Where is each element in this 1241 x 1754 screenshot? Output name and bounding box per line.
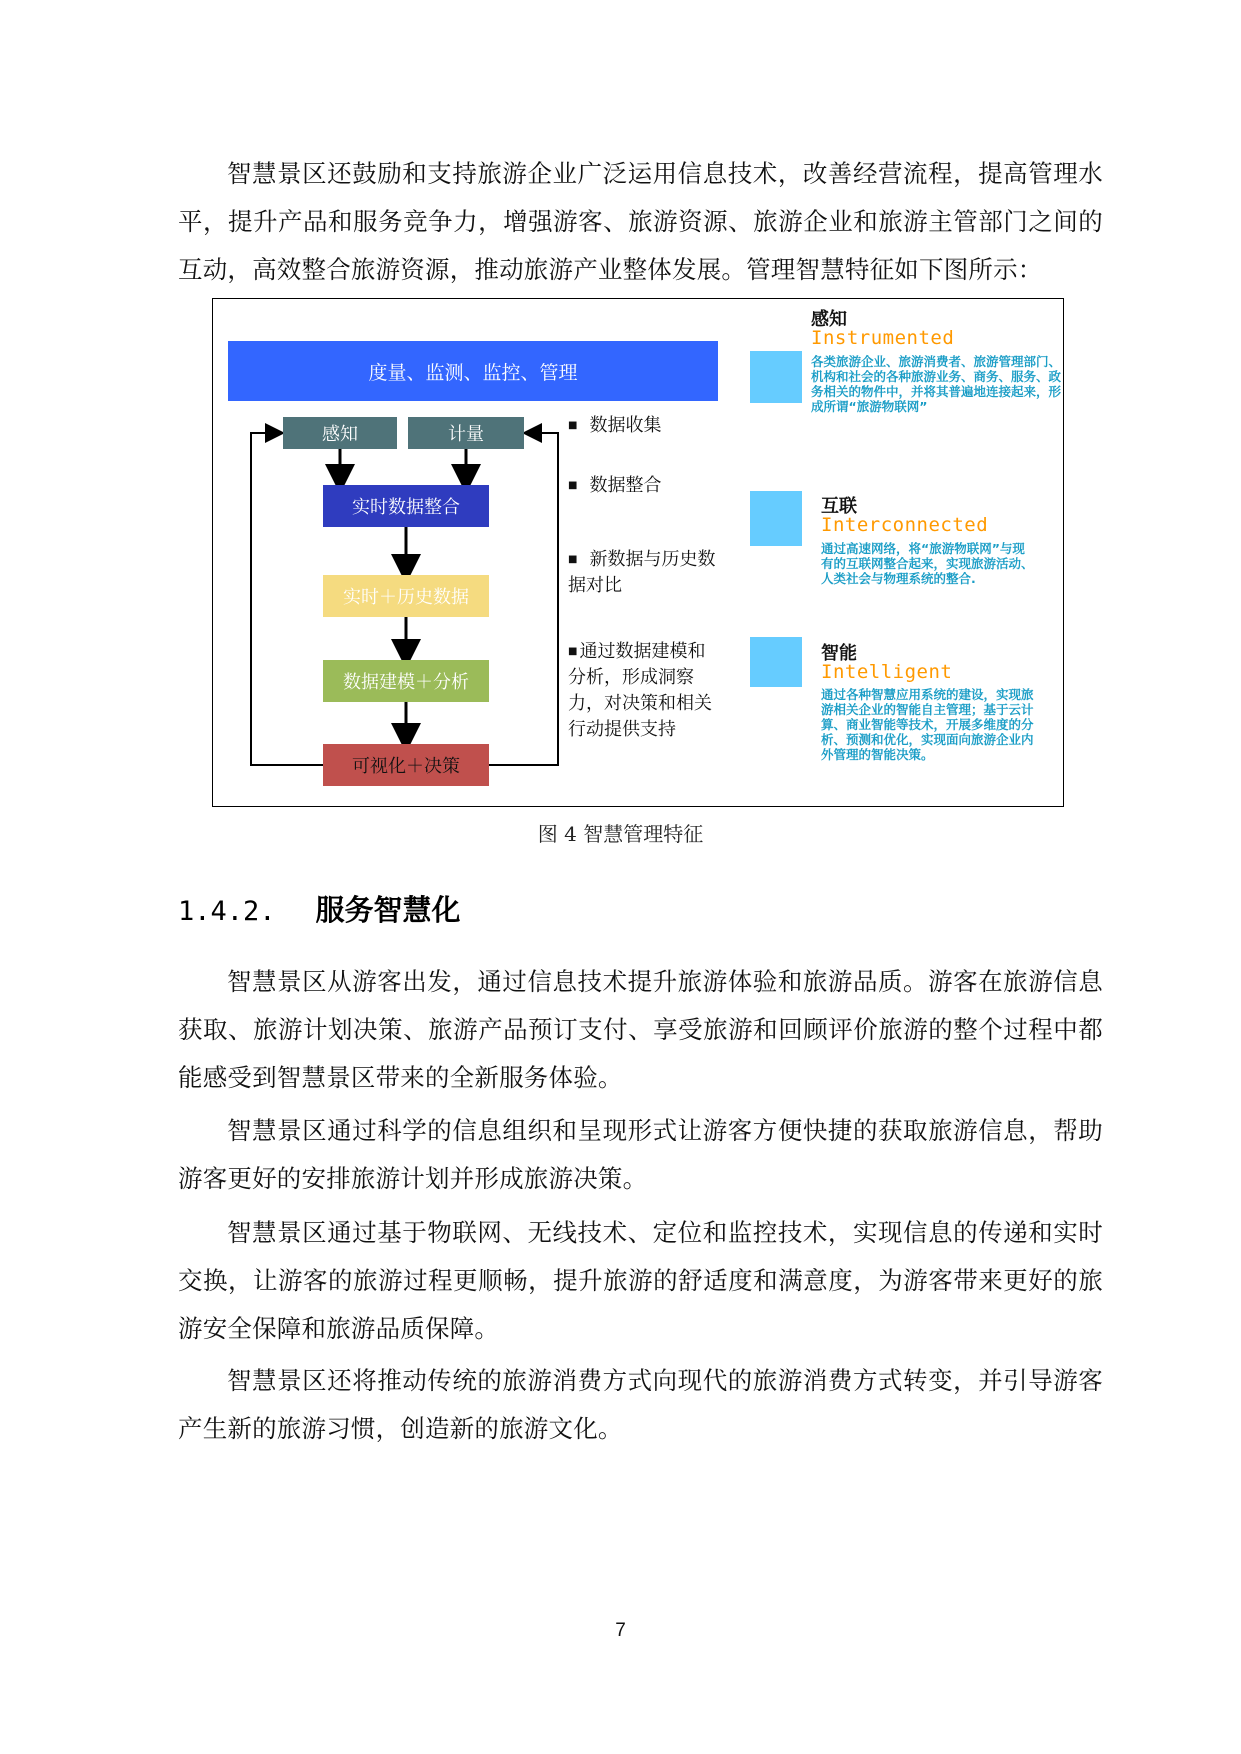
loop-right xyxy=(489,433,558,765)
feature-desc-interconnected: 通过高速网络，将“旅游物联网”与现有的互联网整合起来，实现旅游活动、人类社会与物理系统的整合. xyxy=(821,541,1034,586)
section-title: 服务智慧化 xyxy=(315,893,461,927)
bullet-data-modeling xyxy=(568,639,718,743)
paragraph-service-3: 智慧景区通过基于物联网、无线技术、定位和监控技术，实现信息的传递和实时交换，让游客的旅游过程更顺畅，提升旅游的舒适度和满意度，为游客带来更好的旅游安全保障和旅游品质保障。 xyxy=(178,1218,1103,1343)
bullet-square-icon: ■ xyxy=(568,420,578,431)
paragraph-service-2: 智慧景区通过科学的信息组织和呈现形式让游客方便快捷的获取旅游信息，帮助游客更好的安排旅游计划并形成旅游决策。 xyxy=(178,1116,1103,1193)
flow-box-perceive: 感知 xyxy=(283,417,397,449)
feature-en-instrumented: Instrumented xyxy=(811,327,955,349)
flow-box-visual-decision: 可视化＋决策 xyxy=(323,744,489,786)
flow-box-integrate: 实时数据整合 xyxy=(323,485,489,527)
section-number: 1.4.2. xyxy=(178,896,276,927)
bullet-square-icon: ■ xyxy=(568,480,578,491)
feature-title-perceive: 感知 xyxy=(811,309,847,330)
page-number: 7 xyxy=(615,1620,626,1641)
paragraph-intro: 智慧景区还鼓励和支持旅游企业广泛运用信息技术，改善经营流程，提高管理水平，提升产品和服务竞争力，增强游客、旅游资源、旅游企业和旅游主管部门之间的互动，高效整合旅游资源，推动旅游产业整体发展。管理智慧特征如下图所示： xyxy=(178,159,1103,284)
bullet-data-integration xyxy=(568,473,661,499)
flow-box-measure: 计量 xyxy=(408,417,524,449)
feature-swatch-intelligent xyxy=(750,637,802,687)
management-features-figure xyxy=(212,298,1064,807)
bullet-text: 通过数据建模和分析，形成洞察力，对决策和相关行动提供支持 xyxy=(568,641,712,740)
bullet-square-icon: ■ xyxy=(568,554,578,565)
flow-box-model-analysis: 数据建模＋分析 xyxy=(323,660,489,702)
section-heading xyxy=(178,888,461,929)
loop-left xyxy=(251,433,323,765)
feature-desc-intelligent: 通过各种智慧应用系统的建设，实现旅游相关企业的智能自主管理；基于云计算、商业智能等技术，开展多维度的分析、预测和优化，实现面向旅游企业内外管理的智能决策。 xyxy=(821,687,1034,762)
bullet-text: 数据收集 xyxy=(589,415,662,436)
bullet-data-collection xyxy=(568,413,661,439)
figure-caption: 图 4 智慧管理特征 xyxy=(537,822,704,846)
bullet-data-compare xyxy=(568,547,718,599)
paragraph-service-4: 智慧景区还将推动传统的旅游消费方式向现代的旅游消费方式转变，并引导游客产生新的旅游习惯，创造新的旅游文化。 xyxy=(178,1366,1103,1443)
feature-desc-instrumented: 各类旅游企业、旅游消费者、旅游管理部门、机构和社会的各种旅游业务、商务、服务、政务相关的物件中，并将其普遍地连接起来，形成所谓“旅游物联网” xyxy=(811,354,1062,414)
paragraph-service-1: 智慧景区从游客出发，通过信息技术提升旅游体验和旅游品质。游客在旅游信息获取、旅游计划决策、旅游产品预订支付、享受旅游和回顾评价旅游的整个过程中都能感受到智慧景区带来的全新服务体验。 xyxy=(178,967,1103,1092)
flow-box-realtime-history: 实时＋历史数据 xyxy=(323,575,489,617)
feature-en-intelligent: Intelligent xyxy=(821,661,953,683)
top-bar-monitoring: 度量、监测、监控、管理 xyxy=(228,341,718,401)
feature-title-interconnect: 互联 xyxy=(821,496,857,517)
feature-title-intelligent: 智能 xyxy=(821,643,857,664)
bullet-text: 新数据与历史数据对比 xyxy=(568,549,716,596)
feature-swatch-instrumented xyxy=(750,351,802,403)
feature-swatch-interconnected xyxy=(750,491,802,546)
feature-en-interconnected: Interconnected xyxy=(821,514,989,536)
bullet-text: 数据整合 xyxy=(589,475,662,496)
bullet-square-icon: ■ xyxy=(568,646,578,657)
